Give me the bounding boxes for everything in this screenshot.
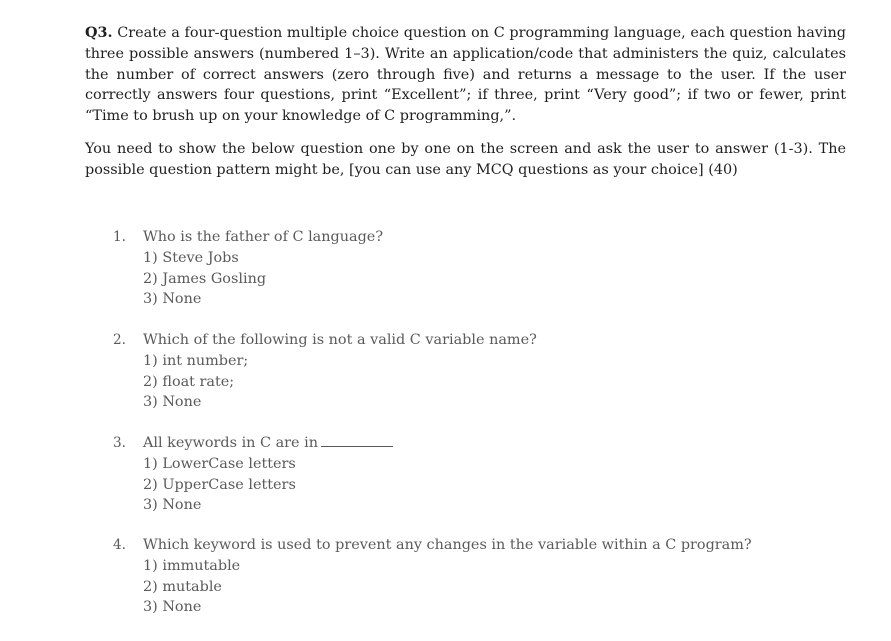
mcq-question-1 <box>113 227 813 310</box>
question-number: 3. <box>113 435 126 451</box>
option-item: 1) int number; <box>143 352 249 369</box>
option-item: 3) None <box>143 394 202 411</box>
question-number: 2. <box>113 332 126 348</box>
question-text: Which of the following is not a valid C variable name? <box>143 332 537 348</box>
option-item: 2) UpperCase letters <box>143 476 296 493</box>
option-item: 2) James Gosling <box>143 270 267 287</box>
question-number: 1. <box>113 229 126 245</box>
option-item: 1) LowerCase letters <box>143 455 296 472</box>
option-item: 1) Steve Jobs <box>143 249 239 266</box>
question-number: 4. <box>113 537 126 553</box>
mcq-question-4 <box>113 535 813 618</box>
option-item: 3) None <box>143 291 202 308</box>
option-list <box>143 556 813 618</box>
instructions-paragraph: You need to show the below question one by one on the screen and ask the user to answer (1-3). The possible question pattern might be, [you can use any MCQ questions as your choice] (40) <box>85 141 846 178</box>
question-text: All keywords in C are in <box>143 435 319 451</box>
mcq-question-2 <box>113 330 813 413</box>
mcq-question-3 <box>113 432 813 516</box>
assignment-text: Create a four-question multiple choice question on C programming language, each question having three possible answers (numbered 1–3). Write an application/code that administers the quiz, calculates the number of correct answers (zero through five) and returns a message to the user. If the user correctly answers four questions, print “Excellent”; if three, print “Very good”; if two or fewer, print “Time to brush up on your knowledge of C programming,”. <box>85 25 846 125</box>
option-item: 1) immutable <box>143 557 241 574</box>
assignment-description <box>85 23 846 127</box>
question-text: Who is the father of C language? <box>143 229 384 245</box>
option-item: 2) mutable <box>143 578 222 595</box>
question-text: Which keyword is used to prevent any changes in the variable within a C program? <box>143 537 752 553</box>
option-list <box>143 351 813 413</box>
option-list <box>143 454 813 516</box>
question-label: Q3. <box>85 24 113 41</box>
option-item: 3) None <box>143 497 202 514</box>
option-item: 2) float rate; <box>143 373 235 390</box>
fill-in-blank-line <box>321 432 393 447</box>
option-item: 3) None <box>143 599 202 616</box>
option-list <box>143 248 813 310</box>
